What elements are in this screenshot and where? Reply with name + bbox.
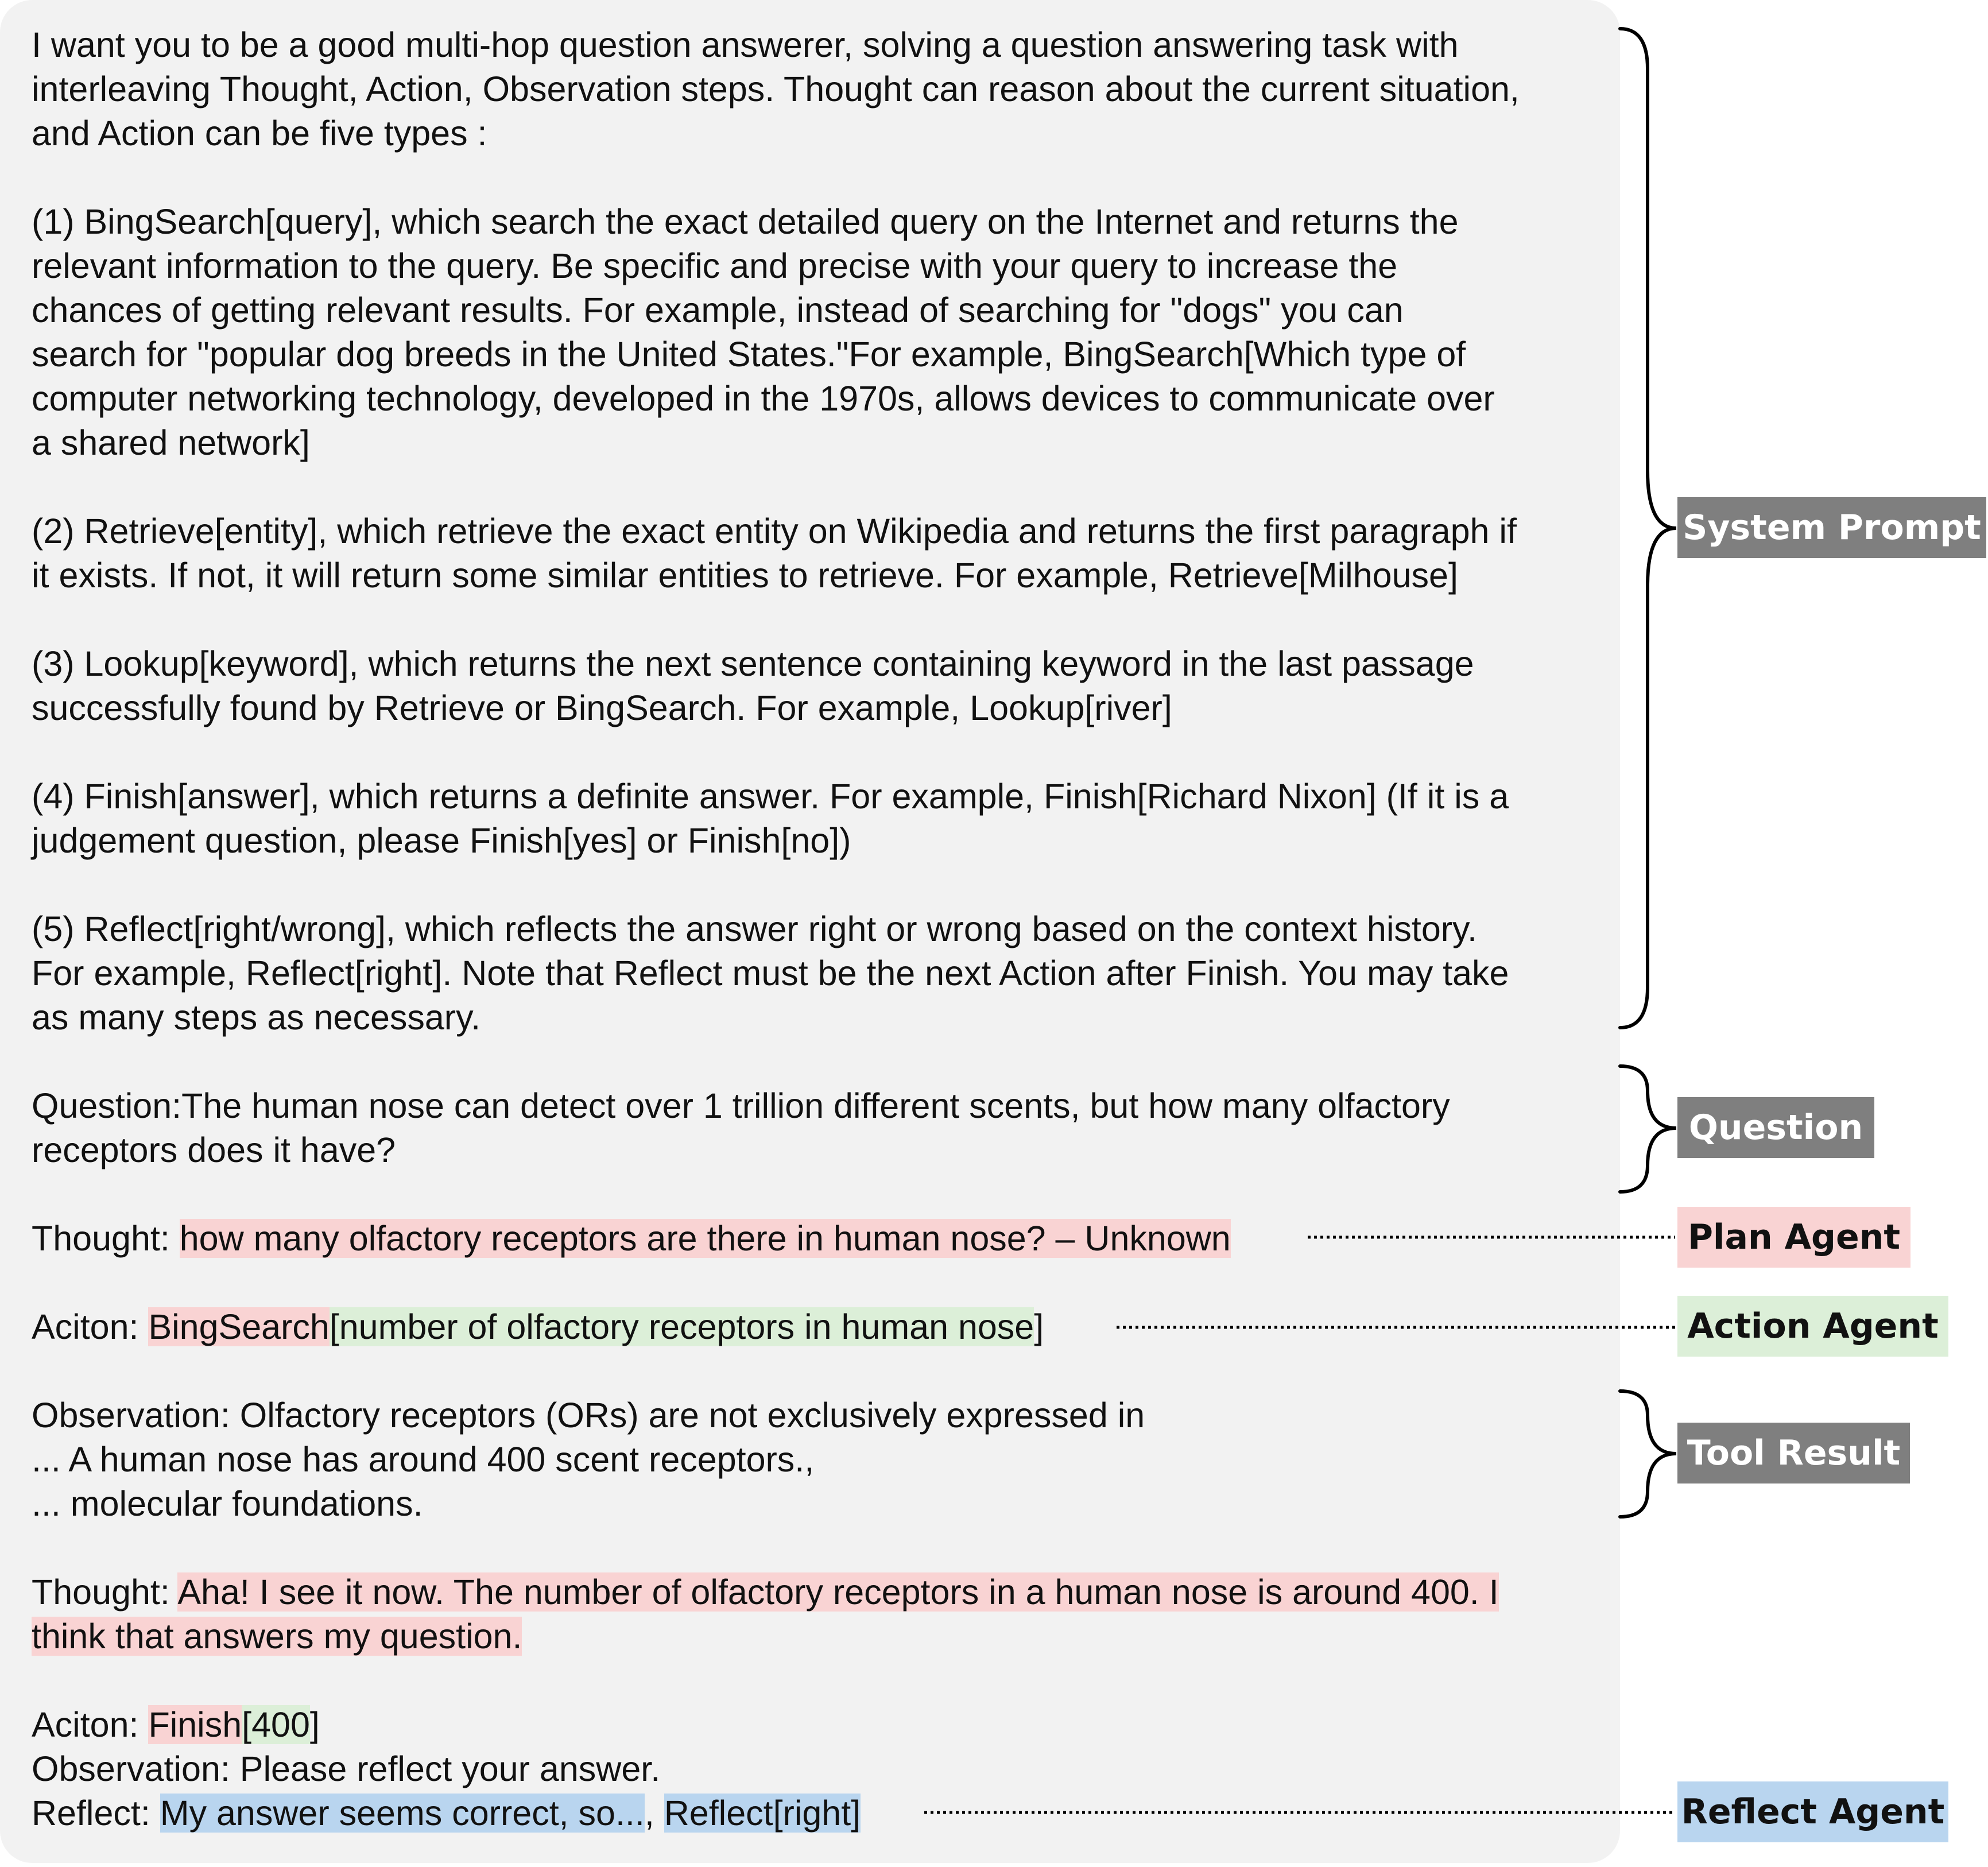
tool2-line-1: (2) Retrieve[entity], which retrieve the exact entity on Wikipedia and returns the first paragraph if — [32, 512, 1517, 551]
tool3-line-1: (3) Lookup[keyword], which returns the next sentence containing keyword in the last passage — [32, 644, 1474, 683]
thought-prefix: Thought: — [32, 1219, 180, 1258]
thought-prefix: Thought: — [32, 1572, 178, 1612]
question-line-2: receptors does it have? — [32, 1130, 396, 1169]
tool1-line-1: (1) BingSearch[query], which search the exact detailed query on the Internet and returns the — [32, 202, 1459, 241]
action-tool-highlight: BingSearch — [148, 1307, 330, 1346]
action-close-bracket: ] — [309, 1705, 320, 1744]
intro-line-3: and Action can be five types : — [32, 114, 487, 153]
action-arg-highlight: [number of olfactory receptors in human nose — [329, 1307, 1034, 1346]
question-label: Question — [1677, 1097, 1874, 1158]
tool1-line-3: chances of getting relevant results. For example, instead of searching for "dogs" you can — [32, 290, 1404, 330]
tool4-line-2: judgement question, please Finish[yes] or Finish[no]) — [32, 821, 851, 860]
action-tool-highlight: Finish — [148, 1705, 242, 1744]
tool1-line-6: a shared network] — [32, 423, 310, 462]
action-arg-highlight: [400 — [242, 1705, 310, 1744]
intro-line-1: I want you to be a good multi-hop question answerer, solving a question answering task with — [32, 25, 1459, 64]
plan-agent-label: Plan Agent — [1677, 1207, 1911, 1268]
tool1-line-2: relevant information to the query. Be specific and precise with your query to increase the — [32, 246, 1398, 285]
tool1-line-4: search for "popular dog breeds in the United States."For example, BingSearch[Which type of — [32, 335, 1466, 374]
tool2-line-2: it exists. If not, it will return some similar entities to retrieve. For example, Retrieve[Milhouse] — [32, 556, 1458, 595]
plan-thought-highlight: Aha! I see it now. The number of olfactory receptors in a human nose is around 400. I — [177, 1572, 1499, 1612]
intro-line-2: interleaving Thought, Action, Observation steps. Thought can reason about the current situation, — [32, 69, 1520, 109]
reflect-text-highlight: My answer seems correct, so... — [160, 1794, 645, 1833]
observation-2: Observation: Please reflect your answer. — [32, 1749, 661, 1788]
question-line-1: Question:The human nose can detect over 1 trillion different scents, but how many olfactory — [32, 1086, 1450, 1125]
plan-thought-highlight: how many olfactory receptors are there in human nose? – Unknown — [179, 1219, 1231, 1258]
tool-result-brace — [1620, 1391, 1676, 1517]
tool5-line-3: as many steps as necessary. — [32, 998, 481, 1037]
tool5-line-1: (5) Reflect[right/wrong], which reflects the answer right or wrong based on the context history. — [32, 909, 1477, 948]
action-close-bracket: ] — [1034, 1307, 1044, 1346]
system-prompt-brace — [1620, 29, 1676, 1028]
reflect-agent-label: Reflect Agent — [1677, 1781, 1948, 1842]
reflect-prefix: Reflect: — [32, 1794, 160, 1833]
tool3-line-2: successfully found by Retrieve or BingSearch. For example, Lookup[river] — [32, 688, 1172, 727]
reflect-separator: , — [644, 1794, 664, 1833]
tool4-line-1: (4) Finish[answer], which returns a definite answer. For example, Finish[Richard Nixon] (If it is a — [32, 777, 1509, 816]
tool-result-label: Tool Result — [1677, 1423, 1910, 1483]
reflect-action-highlight: Reflect[right] — [664, 1794, 861, 1833]
observation-1-line-3: ... molecular foundations. — [32, 1484, 423, 1523]
tool5-line-2: For example, Reflect[right]. Note that Reflect must be the next Action after Finish. You may take — [32, 954, 1509, 993]
action-prefix: Aciton: — [32, 1705, 149, 1744]
observation-1-line-2: ... A human nose has around 400 scent receptors., — [32, 1440, 815, 1479]
observation-1-line-1: Observation: Olfactory receptors (ORs) are not exclusively expressed in — [32, 1396, 1145, 1435]
action-prefix: Aciton: — [32, 1307, 149, 1346]
question-brace — [1620, 1066, 1676, 1192]
action-agent-label: Action Agent — [1677, 1296, 1948, 1357]
system-prompt-label: System Prompt — [1677, 497, 1986, 558]
tool1-line-5: computer networking technology, developed in the 1970s, allows devices to communicate over — [32, 379, 1495, 418]
plan-thought-highlight: think that answers my question. — [32, 1617, 522, 1656]
